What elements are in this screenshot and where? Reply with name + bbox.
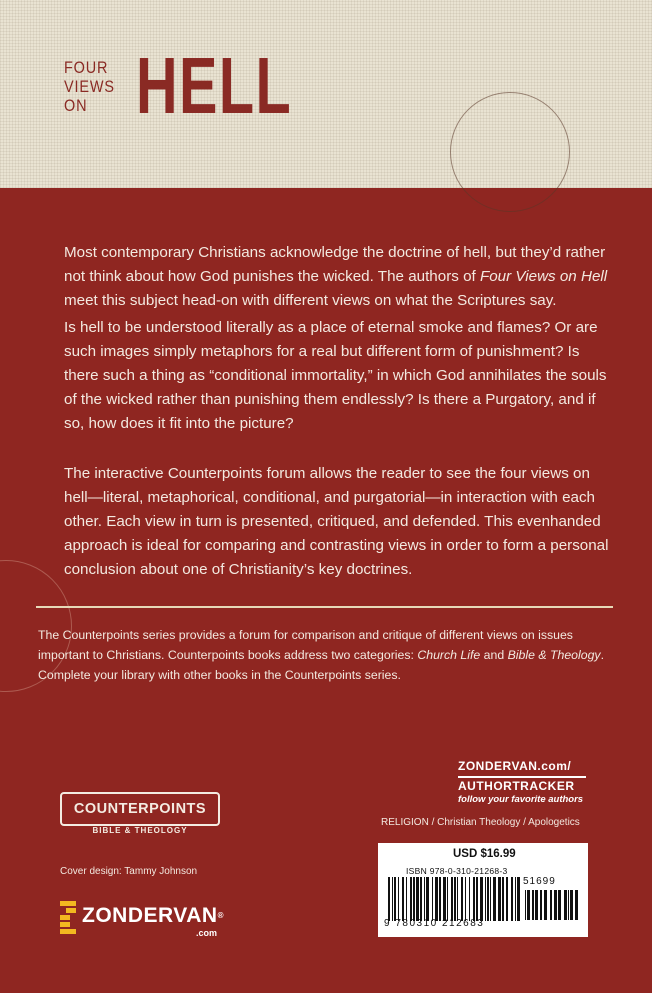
book-title-italic: Four Views on Hell: [479, 268, 608, 285]
barcode-icon: [386, 877, 520, 923]
book-title: HELL: [136, 41, 293, 130]
cover-design-credit: Cover design: Tammy Johnson: [60, 866, 198, 877]
decorative-circle: [450, 92, 570, 212]
description-paragraph: The interactive Counterpoints forum allows the reader to see the four views on hell—literal, metaphorical, conditional, and purgatorial—in interaction with each other. Each view in turn is presented, critiqued, and defended. This evenhanded approach is ideal for comparing and contrasting views in order to form a personal conclusion about one of Christianity’s key doctrines.: [64, 465, 609, 578]
zondervan-mark-icon: [60, 901, 76, 935]
authortracker: ZONDERVAN.com/ AUTHORTRACKER follow your favorite authors: [458, 759, 586, 805]
counterpoints-logo-name: COUNTERPOINTS: [60, 792, 220, 826]
title-prefix: [64, 58, 115, 115]
zondervan-logo: ZONDERVAN® .com: [60, 901, 224, 935]
publisher-dotcom: .com: [196, 928, 218, 938]
ean-digits: 9 780310 212683: [384, 918, 485, 929]
supplement-code: 51699: [523, 876, 556, 887]
title-prefix-line: FOUR: [64, 58, 109, 77]
counterpoints-logo: [60, 792, 218, 842]
description-paragraph: Most contemporary Christians acknowledge the doctrine of hell, but they’d rather not think about how God punishes the wicked. The authors of Four Views on Hell meet this subject head-on with different views on what the Scriptures say.: [64, 244, 608, 309]
isbn: ISBN 978-0-310-21268-3: [406, 866, 508, 876]
price: USD $16.99: [453, 848, 516, 860]
category-label: RELIGION / Christian Theology / Apologetics: [381, 817, 580, 828]
supplement-barcode-icon: [523, 890, 579, 922]
publisher-name: ZONDERVAN: [82, 904, 218, 927]
counterpoints-logo-subtitle: BIBLE & THEOLOGY: [92, 826, 188, 835]
title-prefix-line: VIEWS: [64, 77, 115, 96]
description: [64, 241, 616, 313]
title-prefix-line: ON: [64, 96, 88, 115]
series-blurb: The Counterpoints series provides a forum for comparison and critique of different views on issues important to Christians. Counterpoints books address two categories: Church Life and Bible & Theology. Complete your library with other books in the Counterpoints series.: [38, 628, 604, 682]
barcode-box: [378, 843, 588, 937]
description-paragraph: Is hell to be understood literally as a place of eternal smoke and flames? Or are such images simply metaphors for a real but different form of punishment? Is there such a thing as “conditional immortality,” in which God annihilates the souls of the wicked rather than punishing them endlessly? Is there a Purgatory, and if so, how does it fit into the picture?: [64, 319, 607, 432]
divider: [36, 606, 613, 608]
